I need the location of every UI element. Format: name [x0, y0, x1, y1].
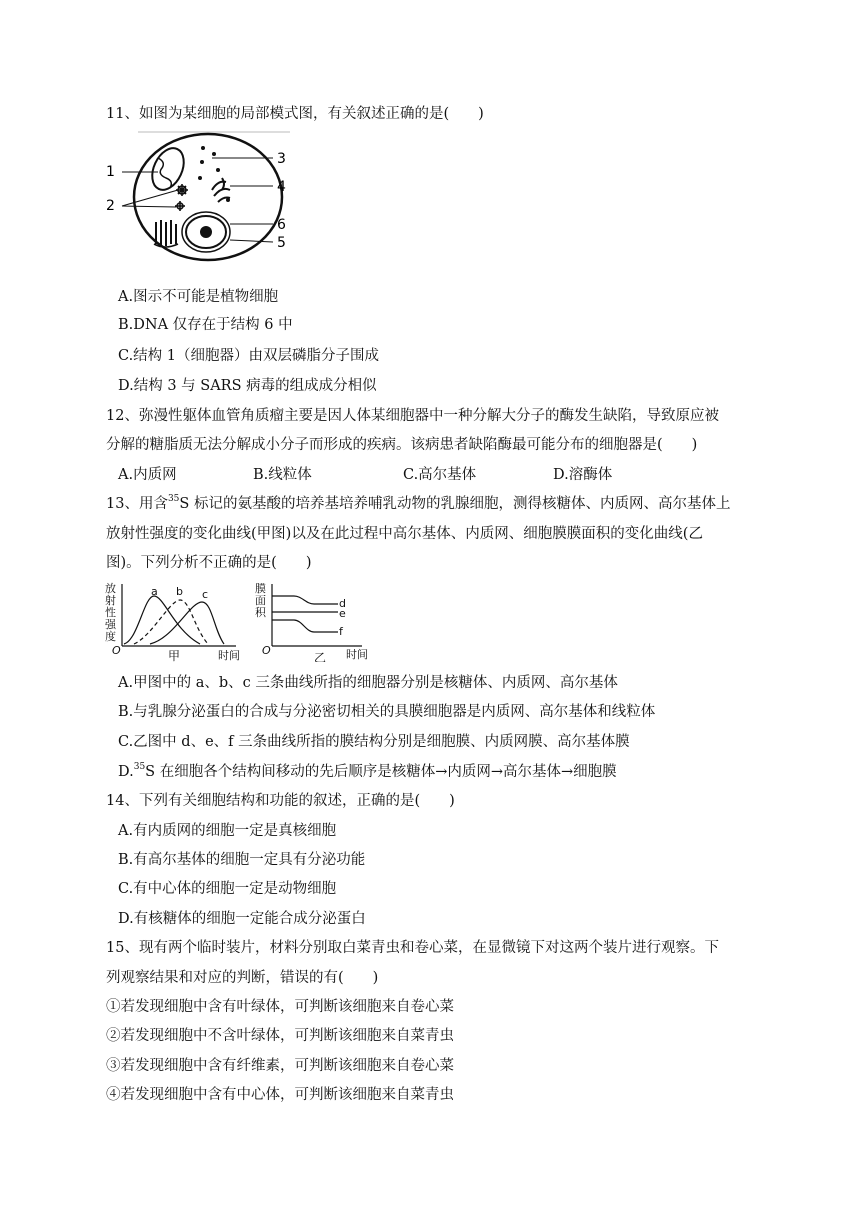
jia-curve-c: c: [202, 588, 209, 601]
yi-caption: 乙: [314, 651, 327, 662]
q15-item-2: ②若发现细胞中不含叶绿体，可判断该细胞来自菜青虫: [106, 1028, 454, 1044]
label-2: 2: [106, 198, 115, 214]
q12-option-a: A.内质网: [118, 467, 177, 483]
q11-option-c: C.结构 1（细胞器）由双层磷脂分子围成: [118, 348, 380, 364]
label-3: 3: [277, 151, 286, 167]
q11-option-a: A.图示不可能是植物细胞: [118, 289, 279, 305]
q13-stem-line3: 图)。下列分析不正确的是( ): [106, 555, 312, 571]
q13-figure-jia: [104, 580, 244, 662]
jia-origin: O: [112, 644, 121, 657]
q12-option-d: D.溶酶体: [553, 467, 613, 483]
q14-option-b: B.有高尔基体的细胞一定具有分泌功能: [118, 852, 366, 868]
yi-origin: O: [262, 644, 271, 657]
yi-ylabel-1: 膜: [255, 582, 266, 595]
q11-option-d: D.结构 3 与 SARS 病毒的组成成分相似: [118, 378, 377, 394]
q13-option-d-rest: S 在细胞各个结构间移动的先后顺序是核糖体→内质网→高尔基体→细胞膜: [145, 764, 617, 780]
label-1: 1: [106, 164, 115, 180]
yi-xlabel: 时间: [346, 648, 368, 661]
q13-option-b: B.与乳腺分泌蛋白的合成与分泌密切相关的具膜细胞器是内质网、高尔基体和线粒体: [118, 704, 656, 720]
q12-option-b: B.线粒体: [253, 467, 312, 483]
q14-option-c: C.有中心体的细胞一定是动物细胞: [118, 881, 337, 897]
q15-item-4: ④若发现细胞中含有中心体，可判断该细胞来自菜青虫: [106, 1087, 454, 1103]
jia-ylabel-1: 放: [105, 582, 116, 595]
jia-curve-a: a: [151, 585, 158, 598]
q12-stem-line2: 分解的糖脂质无法分解成小分子而形成的疾病。该病患者缺陷酶最可能分布的细胞器是( ): [106, 437, 698, 453]
q11-option-b: B.DNA 仅存在于结构 6 中: [118, 317, 293, 333]
yi-curve-f: f: [339, 625, 343, 638]
q15-stem-line2: 列观察结果和对应的判断，错误的有( ): [106, 970, 379, 986]
jia-ylabel-3: 性: [105, 606, 116, 619]
label-4: 4: [277, 179, 286, 195]
yi-curve-e: e: [339, 607, 346, 620]
q13-stem-line1: [106, 494, 730, 514]
jia-ylabel-4: 强: [105, 618, 116, 631]
q13-figure-yi: [254, 580, 374, 662]
q13-option-a: A.甲图中的 a、b、c 三条曲线所指的细胞器分别是核糖体、内质网、高尔基体: [118, 675, 618, 691]
jia-ylabel-2: 射: [105, 594, 116, 607]
jia-ylabel-5: 度: [105, 630, 116, 643]
q12-stem-line1: 12、弥漫性躯体血管角质瘤主要是因人体某细胞器中一种分解大分子的酶发生缺陷，导致原应被: [106, 408, 719, 424]
q13-stem-rest: S 标记的氨基酸的培养基培养哺乳动物的乳腺细胞，测得核糖体、内质网、高尔基体上: [179, 496, 731, 512]
q13-option-d: [118, 762, 617, 782]
q15-item-1: ①若发现细胞中含有叶绿体，可判断该细胞来自卷心菜: [106, 999, 454, 1015]
jia-curve-b: b: [176, 585, 183, 598]
jia-xlabel: 时间: [218, 649, 240, 662]
yi-curve-d: d: [339, 597, 346, 610]
q13-option-c: C.乙图中 d、e、f 三条曲线所指的膜结构分别是细胞膜、内质网膜、高尔基体膜: [118, 734, 630, 750]
q12-option-c: C.高尔基体: [403, 467, 477, 483]
jia-caption: 甲: [168, 649, 181, 662]
q13-stem-prefix: 13、用含: [106, 496, 168, 512]
q15-item-3: ③若发现细胞中含有纤维素，可判断该细胞来自卷心菜: [106, 1058, 454, 1074]
label-5: 5: [277, 235, 286, 251]
q14-stem: 14、下列有关细胞结构和功能的叙述，正确的是( ): [106, 793, 455, 809]
q13-stem-line2: 放射性强度的变化曲线(甲图)以及在此过程中高尔基体、内质网、细胞膜膜面积的变化曲线(乙: [106, 526, 703, 542]
q13-option-d-prefix: D.: [118, 764, 134, 780]
q13-stem-isotope: 35: [167, 494, 180, 504]
yi-ylabel-3: 积: [255, 606, 266, 619]
yi-ylabel-2: 面: [255, 594, 266, 607]
q11-stem: 11、如图为某细胞的局部模式图，有关叙述正确的是( ): [106, 106, 484, 122]
q11-cell-figure: [100, 128, 300, 268]
q13-option-d-isotope: 35: [133, 762, 146, 772]
q14-option-a: A.有内质网的细胞一定是真核细胞: [118, 823, 337, 839]
q14-option-d: D.有核糖体的细胞一定能合成分泌蛋白: [118, 911, 366, 927]
q15-stem-line1: 15、现有两个临时装片，材料分别取白菜青虫和卷心菜，在显微镜下对这两个装片进行观察。下: [106, 940, 719, 956]
label-6: 6: [277, 217, 286, 233]
